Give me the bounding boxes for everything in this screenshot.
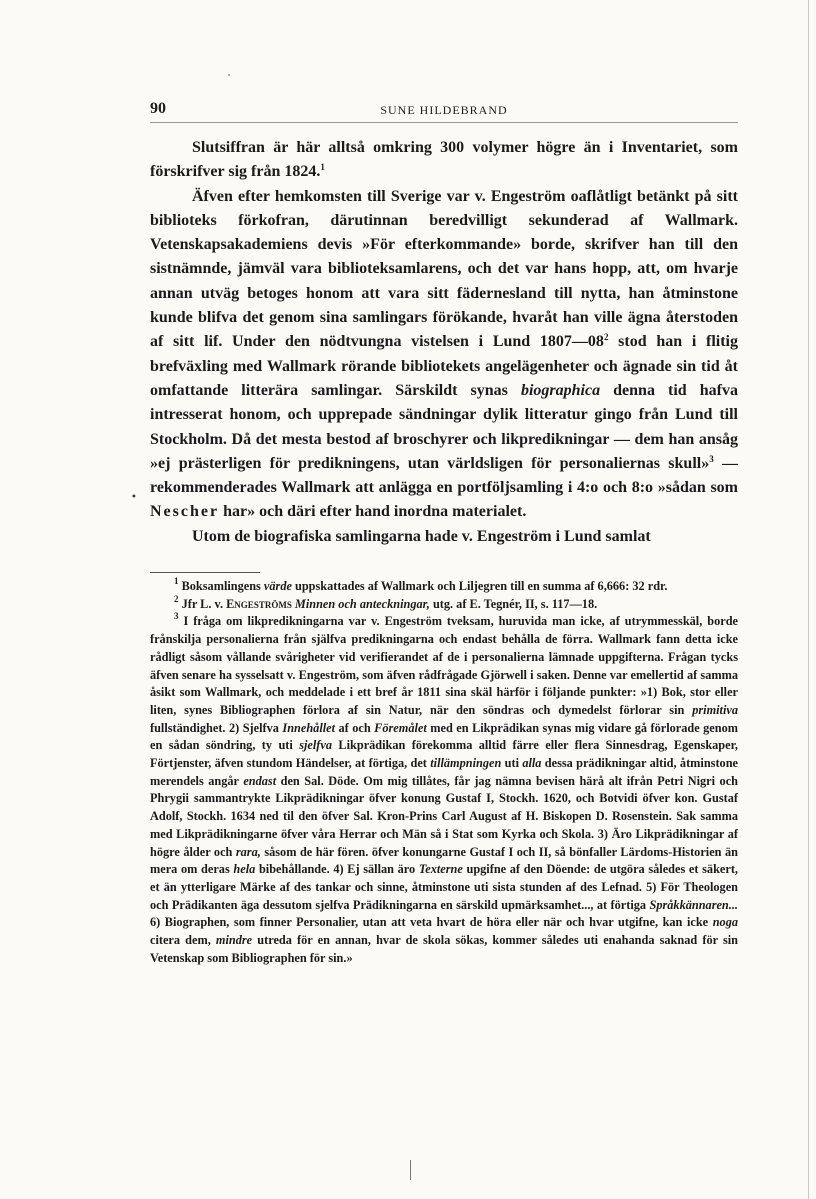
page-header (150, 100, 738, 123)
footnote-3-italic-5: tillämpningen (430, 756, 502, 771)
footnote-divider (150, 572, 260, 573)
footnote-3-italic-4: sjelfva (299, 738, 332, 753)
footnote-2-text-a: Jfr L. v. (178, 596, 227, 611)
binding-mark (410, 1160, 411, 1180)
footnote-3-text-g: dessa prädikningar altid, åtminstone merendels angår (150, 756, 738, 788)
footnote-3-italic-6: alla (522, 756, 542, 771)
footnote-3-text-m: 6) Biographen, som finner Personalier, utan att veta hvart de höra eller när och hvar utgifne, kan icke (150, 915, 713, 930)
footnote-2-smallcaps: Engeströms (226, 596, 292, 611)
footnote-3-italic-10: Texterne (418, 862, 463, 877)
footnote-3-text-o: utreda för en annan, hvar de skola sökas, kommer således uti enahanda saknad för sin Vetenskap som Bibliographen för sin.» (150, 933, 739, 965)
footnote-1-text-b: uppskattades af Wallmark och Liljegren till en summa af 6,666: 32 rdr. (291, 579, 668, 593)
footnote-3-italic-13: mindre (215, 933, 253, 948)
footnote-3-text-h: den Sal. Döde. Om mig tillåtes, får jag nämna bevisen härå alt ifrån Petri Nigri och Phrygii sammantrykte Likprädikningar öfver konung Gustaf I, Stockh. 1620, och Botvidi öfver kon. Gustaf Adolf, Stockh. 1634 ned til den öfver Sal. Kron-Prins Carl August af H. Biskopen D. Rosenstein. Sak samma med Likprädikningarne öfver våra Herrar och Män så i Stat som Kyrka och Skola. 3) Äro Likprädikningar af högre ålder och (150, 773, 739, 859)
paragraph-2-text-b: stod han i flitig brefväxling med Wallmark rörande bibliotekets angelägenheter och ägnade sin tid åt omfattande litterära samlingar. Särskildt synas (150, 333, 739, 399)
paragraph-2-text-a: Äfven efter hemkomsten till Sverige var v. Engeström oaflåtligt betänkt på sitt biblioteks förkofran, därutinnan beredvilligt sekunderad af Wallmark. Vetenskapsakademiens devis »För efterkommande» borde, skrifver han till den sistnämnde, jämväl vara biblioteksamlarens, och det var hans hopp, att, om hvarje annan utväg betoges honom att vara sitt fädernesland till nytta, han åtminstone kunde blifva det genom sina samlingars förökande, hvaråt han ville ägna återstoden af sitt lif. Under den nödtvungna vistelsen i Lund 1807—08 (150, 187, 738, 351)
footnote-ref-3: 3 (709, 453, 714, 464)
footnote-3-italic-9: hela (233, 862, 256, 877)
footnote-3-italic-8: rara, (235, 844, 261, 859)
running-head: SUNE HILDEBRAND (380, 103, 508, 117)
margin-bullet-mark: • (131, 492, 137, 503)
footnote-ref-2: 2 (603, 332, 609, 343)
footnote-1 (150, 578, 738, 596)
footnote-3-text-e: Likprädikan förekomma alltid färre eller flera Sinnesdrag, Egenskaper, Förtjenster, äfven stundom Händelser, at förtiga, det (150, 738, 739, 771)
footnote-3-text-f: uti (501, 756, 523, 771)
footnote-3-italic-1: primitiva (692, 702, 738, 717)
print-speck (228, 74, 230, 76)
paragraph-2 (150, 185, 738, 525)
footnote-2-text-b: utg. af E. Tegnér, II, s. 117—18. (429, 596, 598, 611)
footnote-3-text-l: upgifne af den Döende: de utgöra således et säkert, et än ytterligare Märke af des tankar och sinne, åtminstone uti sista stunden af des Lefnad. 5) För Theologen och Prädikanten äga dessutom sjelfva Prädikningarna en särskild upmärksamhet..., at förtiga (150, 862, 738, 912)
footnote-2-italic: Minnen och anteckningar, (294, 596, 430, 611)
footnote-3-italic-7: endast (243, 773, 277, 788)
paragraph-1 (150, 136, 738, 185)
footnote-3-italic-12: noga (712, 915, 738, 930)
footnote-2-number: 2 (174, 593, 179, 604)
paragraph-2-spaced-name: Nescher (150, 503, 220, 521)
paragraph-3: Utom de biografiska samlingarna hade v. Engeström i Lund samlat (192, 527, 651, 545)
footnote-3-text-k: bibehållande. 4) Ej sällan äro (255, 862, 419, 877)
paragraph-2-italic: biographica (520, 381, 601, 399)
footnote-3-text-c: af och (335, 720, 375, 735)
footnotes (150, 578, 738, 967)
footnote-1-number: 1 (174, 576, 179, 586)
footnote-1-text-a: Boksamlingens (178, 579, 264, 593)
footnote-3-text-n: citera dem, (150, 933, 216, 948)
footnote-2 (150, 593, 738, 614)
footnote-3-italic-3: Föremålet (374, 720, 427, 735)
paragraph-2-text-e: har» och däri efter hand inordna materialet. (219, 503, 527, 521)
footnote-3-italic-2: Innehållet (282, 720, 336, 735)
page-number: 90 (150, 100, 166, 117)
footnote-ref-1: 1 (320, 162, 325, 173)
paragraph-1-text: Slutsiffran är här alltså omkring 300 volymer högre än i Inventariet, som förskrifver sig från 1824. (150, 139, 738, 181)
footnote-3-italic-11: Språkkännaren... (649, 897, 738, 912)
footnote-3-text-a: I fråga om likpredikningarna var v. Engeström tveksam, huruvida man icke, af utrymmesskäl, borde frånskilja personalierna från själfva predikningarna och endast behålla de förra. Wallmark fann detta icke rådligt såsom vållande svårigheter vid verifierandet af de i personalierna lämnade uppgifterna. Frågan tycks äfven senare ha sysselsatt v. Engeström, som äfven rådfrågade Gjörwell i saken. Denne var emellertid af samma åsikt som Wallmark, och meddelade i ett bref år 1811 sina skäl härför i följande punkter: »1) Bok, stor eller liten, synes Bibliographen förlora af sin Natur, när den söndras och dymedelst förlorar sin (150, 614, 738, 717)
footnote-3-text-d: med en Likprädikan synas mig vidare gå förlorade genom en sådan söndring, ty uti (150, 720, 739, 753)
footnote-1-italic: värde (263, 579, 292, 593)
footnote-3-text-j: såsom de här fören. öfver konungarne Gustaf I och II, så bönfaller Lärdoms-Historien än mera om deras (150, 844, 738, 877)
page-edge-line (808, 0, 809, 1199)
footnote-3-text-b: fullständighet. 2) Sjelfva (150, 720, 283, 735)
paragraph-2-text-d: — rekommenderades Wallmark att anlägga en portföljsamling i 4:o och 8:o »sådan som (150, 454, 739, 497)
footnote-3-number: 3 (174, 611, 179, 622)
paragraph-2-text-c: denna tid hafva intresserat honom, och upprepade sändningar dylik litteratur gingo från Lund till Stockholm. Då det mesta bestod af broschyrer och likpredikningar — dem han ansåg »ej prästerligen för predikningens, utan världsligen för personaliernas skull» (150, 381, 738, 472)
main-text (150, 136, 738, 549)
footnote-3 (150, 613, 738, 967)
